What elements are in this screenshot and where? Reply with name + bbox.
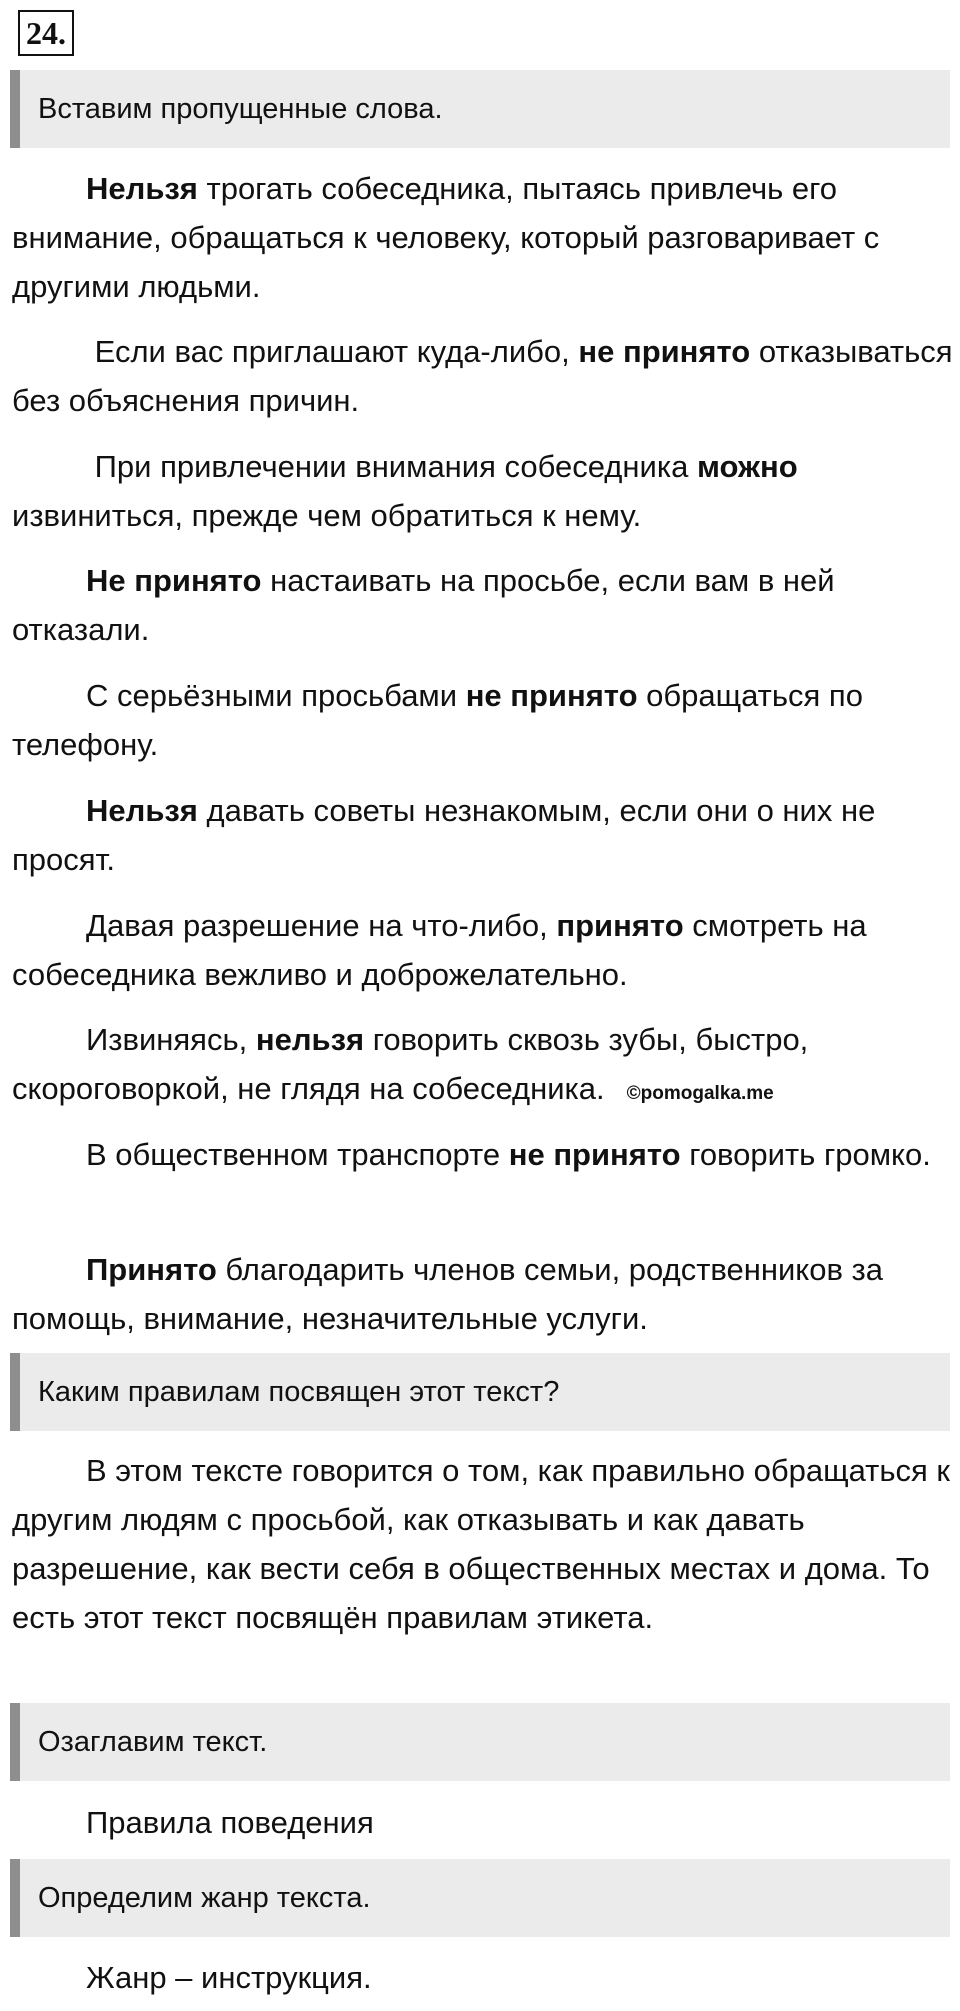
paragraph-3 (12, 442, 957, 540)
paragraph-9 (12, 1130, 957, 1179)
paragraph-8-pre: Извиняясь, (86, 1022, 256, 1057)
task-number: 24. (18, 10, 74, 56)
paragraph-3-post: извиниться, прежде чем обратиться к нему. (12, 498, 642, 533)
paragraph-4-keyword: Не принято (86, 563, 262, 598)
paragraph-1 (12, 164, 957, 311)
paragraph-3-pre: При привлечении внимания собеседника (86, 449, 697, 484)
paragraph-9-keyword: не принято (508, 1137, 681, 1172)
header-insert-words: Вставим пропущенные слова. (10, 70, 950, 148)
paragraph-2 (12, 327, 957, 425)
paragraph-1-keyword: Нельзя (86, 171, 198, 206)
paragraph-6 (12, 786, 957, 884)
answer-rules: В этом тексте говорится о том, как правильно обращаться к другим людям с просьбой, как отказывать и как давать разрешение, как вести себя в общественных местах и дома. То есть этот текст посвящён правилам этикета. (12, 1453, 950, 1635)
watermark: ©pomogalka.me (626, 1083, 774, 1104)
paragraph-7-pre: Давая разрешение на что-либо, (86, 908, 557, 943)
paragraph-4-post: настаивать на просьбе, если вам в ней отказали. (12, 563, 835, 647)
header-title-text: Озаглавим текст. (10, 1703, 950, 1781)
paragraph-10-keyword: Принято (86, 1252, 217, 1287)
paragraph-8 (12, 1015, 957, 1118)
paragraph-5-pre: С серьёзными просьбами (86, 678, 466, 713)
answer-genre: Жанр – инструкция. (86, 1960, 372, 1995)
paragraph-3-keyword: можно (696, 449, 798, 484)
paragraph-5-keyword: не принято (465, 678, 638, 713)
paragraph-6-keyword: Нельзя (86, 793, 198, 828)
paragraph-1-post: трогать собеседника, пытаясь привлечь его внимание, обращаться к человеку, который разговаривает с другими людьми. (12, 171, 880, 304)
paragraph-10-post: благодарить членов семьи, родственников за помощь, внимание, незначительные услуги. (12, 1252, 883, 1336)
paragraph-7-keyword: принято (556, 908, 684, 943)
paragraph-9-post: говорить громко. (680, 1137, 931, 1172)
paragraph-6-post: давать советы незнакомым, если они о них не просят. (12, 793, 876, 877)
paragraph-2-keyword: не принято (578, 334, 751, 369)
paragraph-9-pre: В общественном транспорте (86, 1137, 509, 1172)
paragraph-7-post: смотреть на собеседника вежливо и доброжелательно. (12, 908, 867, 992)
paragraph-5-post: обращаться по телефону. (12, 678, 863, 762)
paragraph-8-post: говорить сквозь зубы, быстро, скороговоркой, не глядя на собеседника. (12, 1022, 809, 1106)
answer-title: Правила поведения (86, 1805, 374, 1840)
header-question-rules: Каким правилам посвящен этот текст? (10, 1353, 950, 1431)
paragraph-2-post: отказываться без объяснения причин. (12, 334, 953, 418)
paragraph-4 (12, 556, 957, 654)
paragraph-7 (12, 901, 957, 999)
header-define-genre: Определим жанр текста. (10, 1859, 950, 1937)
paragraph-2-pre: Если вас приглашают куда-либо, (86, 334, 579, 369)
paragraph-8-keyword: нельзя (255, 1022, 365, 1057)
paragraph-5 (12, 671, 957, 769)
paragraph-10 (12, 1245, 957, 1343)
